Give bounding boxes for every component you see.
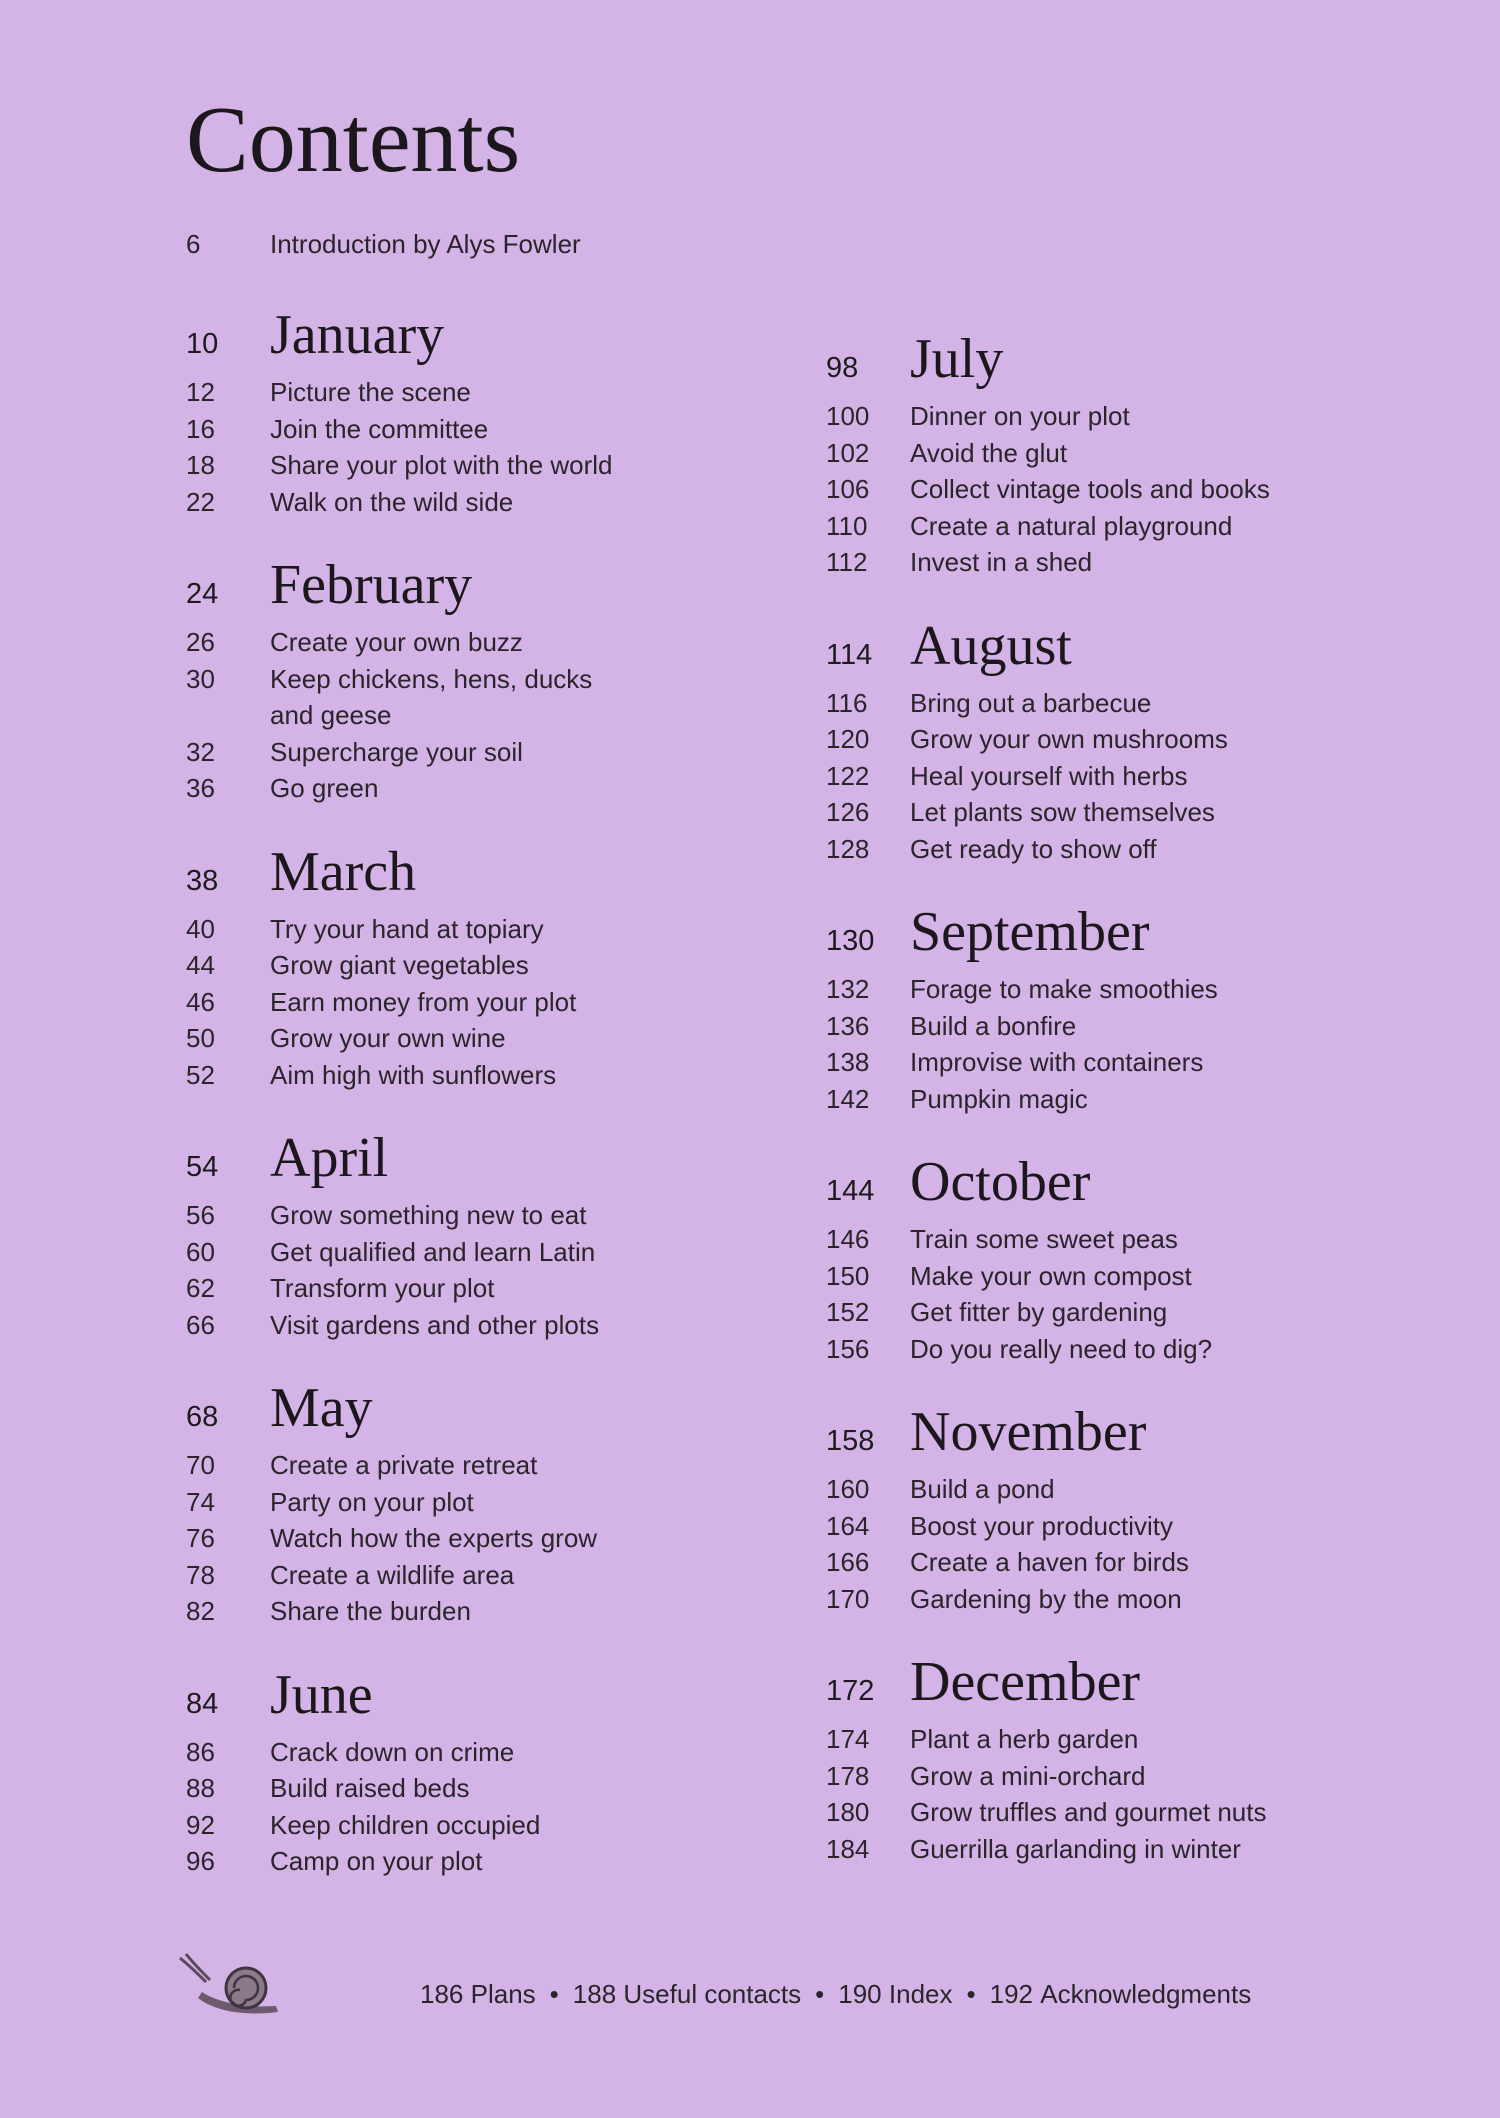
entry-title: Grow something new to eat: [270, 1200, 587, 1230]
month-section-april: [186, 1119, 806, 1343]
month-heading[interactable]: [826, 893, 1466, 971]
toc-entry[interactable]: [826, 1794, 1466, 1831]
footer-title: Plans: [470, 1979, 536, 2009]
entry-page-number: 122: [826, 760, 870, 791]
month-name: December: [910, 1651, 1141, 1713]
entry-title: Party on your plot: [270, 1486, 474, 1517]
toc-entry[interactable]: [826, 435, 1466, 472]
toc-entry[interactable]: [186, 1234, 806, 1271]
toc-entry[interactable]: [826, 831, 1466, 868]
entry-title: Get fitter by gardening: [910, 1297, 1168, 1327]
entry-page-number: 30: [186, 663, 215, 694]
toc-entry[interactable]: [826, 794, 1466, 831]
entry-page-number: 180: [826, 1797, 870, 1827]
entry-title: Create a wildlife area: [270, 1559, 515, 1590]
month-heading[interactable]: [186, 1119, 806, 1197]
back-matter-links: [420, 1976, 1251, 2012]
entry-page-number: 170: [826, 1583, 870, 1614]
entry-page-number: 18: [186, 450, 215, 480]
entry-title: Do you really need to dig?: [910, 1333, 1213, 1364]
entry-page-number: 146: [826, 1224, 870, 1254]
toc-entry[interactable]: [826, 1471, 1466, 1508]
toc-entry[interactable]: [186, 1057, 806, 1094]
month-page-number: 84: [186, 1687, 219, 1720]
month-section-october: [826, 1143, 1466, 1367]
month-section-june: [186, 1656, 806, 1880]
month-page-number: 144: [826, 1175, 875, 1207]
footer-page-number: 192: [989, 1979, 1033, 2009]
month-heading[interactable]: [826, 1393, 1466, 1471]
entry-title: Guerrilla garlanding in winter: [910, 1833, 1241, 1864]
entry-page-number: 102: [826, 437, 870, 468]
month-section-march: [186, 833, 806, 1094]
toc-entry[interactable]: [186, 1447, 806, 1484]
month-page-number: 24: [186, 578, 219, 610]
toc-entry[interactable]: [826, 1581, 1466, 1618]
entry-page-number: 110: [826, 510, 868, 541]
toc-entry[interactable]: [186, 1770, 806, 1807]
entry-title: Join the committee: [270, 413, 489, 444]
entry-page-number: 78: [186, 1559, 215, 1590]
month-page-number: 130: [826, 925, 875, 957]
entry-title: Grow your own wine: [270, 1023, 506, 1053]
toc-entry[interactable]: [186, 770, 806, 807]
toc-entry[interactable]: [186, 1520, 806, 1557]
toc-entry[interactable]: [186, 661, 806, 698]
entry-title: Make your own compost: [910, 1260, 1192, 1291]
entry-title: Forage to make smoothies: [910, 974, 1218, 1004]
entry-title: Share the burden: [270, 1596, 471, 1626]
entry-page-number: 138: [826, 1047, 870, 1077]
toc-entry-continuation[interactable]: [186, 697, 806, 734]
entry-page-number: 50: [186, 1023, 215, 1053]
toc-entry[interactable]: [826, 758, 1466, 795]
entry-title: Grow truffles and gourmet nuts: [910, 1797, 1267, 1827]
toc-entry[interactable]: [826, 1544, 1466, 1581]
month-heading[interactable]: [186, 296, 806, 374]
toc-entry[interactable]: [826, 1221, 1466, 1258]
month-name: June: [270, 1663, 373, 1726]
entry-page-number: 184: [826, 1833, 870, 1864]
entry-title: Build raised beds: [270, 1773, 470, 1803]
month-heading[interactable]: [826, 1143, 1466, 1221]
toc-entry[interactable]: [826, 471, 1466, 508]
entry-page-number: 120: [826, 724, 870, 754]
entry-page-number: 164: [826, 1510, 870, 1541]
month-page-number: 114: [826, 638, 873, 671]
month-name: March: [270, 840, 417, 903]
entry-title: Go green: [270, 773, 379, 803]
entry-page-number: 12: [186, 377, 215, 407]
toc-entry[interactable]: [826, 1258, 1466, 1295]
entry-page-number: 62: [186, 1273, 215, 1303]
toc-entry[interactable]: [186, 411, 806, 448]
entry-page-number: 132: [826, 974, 870, 1004]
toc-entry[interactable]: [186, 1484, 806, 1521]
entry-page-number: 88: [186, 1773, 215, 1803]
footer-link-useful-contacts[interactable]: [573, 1979, 801, 2009]
toc-entry[interactable]: [826, 1081, 1466, 1118]
month-section-july: [826, 320, 1466, 581]
month-page-number: 10: [186, 328, 219, 360]
entry-page-number: 40: [186, 913, 215, 944]
toc-entry[interactable]: [826, 1508, 1466, 1545]
month-page-number: 158: [826, 1425, 875, 1457]
entry-page-number: 66: [186, 1309, 215, 1340]
entry-page-number: 142: [826, 1083, 870, 1114]
entry-page-number: 174: [826, 1724, 870, 1754]
month-section-august: [826, 607, 1466, 868]
entry-title: Improvise with containers: [910, 1047, 1204, 1077]
entry-title: Dinner on your plot: [910, 401, 1130, 431]
footer-page-number: 190: [838, 1979, 882, 2009]
entry-page-number: 166: [826, 1547, 870, 1577]
entry-title: Build a pond: [910, 1474, 1055, 1504]
footer-link-index[interactable]: [838, 1979, 952, 2009]
entry-page-number: 36: [186, 773, 215, 803]
entry-title: Let plants sow themselves: [910, 797, 1215, 827]
toc-entry[interactable]: [826, 721, 1466, 758]
entry-page-number: 116: [826, 687, 868, 718]
contents-column-right: [826, 320, 1466, 1893]
entry-title: Share your plot with the world: [270, 450, 613, 480]
month-section-november: [826, 1393, 1466, 1617]
entry-title: Introduction by Alys Fowler: [270, 229, 581, 259]
month-section-february: [186, 546, 806, 807]
month-section-december: [826, 1643, 1466, 1867]
toc-entry[interactable]: [186, 484, 806, 521]
month-page-number: 54: [186, 1151, 219, 1183]
toc-entry[interactable]: [186, 624, 806, 661]
entry-page-number: 96: [186, 1846, 215, 1876]
entry-title: Gardening by the moon: [910, 1583, 1182, 1614]
entry-page-number: 128: [826, 833, 870, 864]
entry-title: Earn money from your plot: [270, 986, 577, 1017]
month-page-number: 98: [826, 352, 859, 384]
entry-title: Create a haven for birds: [910, 1547, 1189, 1577]
footer-link-acknowledgments[interactable]: [990, 1979, 1252, 2009]
entry-title: Keep chickens, hens, ducks: [270, 663, 593, 694]
toc-entry[interactable]: [186, 374, 806, 411]
entry-title: Grow giant vegetables: [270, 950, 529, 980]
entry-title: Grow a mini-orchard: [910, 1760, 1146, 1791]
entry-title: Grow your own mushrooms: [910, 724, 1228, 754]
footer-page-number: 186: [420, 1979, 464, 2009]
entry-title: Walk on the wild side: [270, 486, 514, 517]
entry-page-number: 156: [826, 1333, 870, 1364]
toc-entry[interactable]: [186, 1020, 806, 1057]
month-page-number: 68: [186, 1401, 219, 1433]
entry-page-number: 44: [186, 950, 215, 980]
toc-entry[interactable]: [186, 1593, 806, 1630]
entry-page-number: 126: [826, 797, 870, 827]
entry-title: Boost your productivity: [910, 1510, 1174, 1541]
entry-page-number: 160: [826, 1474, 870, 1504]
entry-title: Picture the scene: [270, 377, 471, 407]
month-section-september: [826, 893, 1466, 1117]
footer-title: Useful contacts: [623, 1979, 802, 2009]
toc-entry[interactable]: [826, 971, 1466, 1008]
month-name: November: [910, 1401, 1147, 1463]
month-heading[interactable]: [186, 546, 806, 624]
entry-title: Create a private retreat: [270, 1450, 538, 1480]
entry-page-number: 82: [186, 1596, 215, 1626]
toc-entry[interactable]: [186, 447, 806, 484]
entry-title: Get qualified and learn Latin: [270, 1236, 596, 1267]
toc-entry[interactable]: [826, 398, 1466, 435]
toc-entry[interactable]: [186, 1734, 806, 1771]
toc-entry[interactable]: [826, 544, 1466, 581]
entry-page-number: 150: [826, 1260, 870, 1291]
contents-column-left: [186, 296, 806, 1906]
toc-entry[interactable]: [186, 911, 806, 948]
month-heading[interactable]: [186, 1369, 806, 1447]
month-heading[interactable]: [186, 1656, 806, 1734]
toc-entry[interactable]: [186, 1807, 806, 1844]
entry-page-number: 52: [186, 1059, 215, 1090]
intro-entry[interactable]: [186, 226, 581, 263]
bullet-separator: •: [966, 1979, 976, 2009]
entry-title: Transform your plot: [270, 1273, 495, 1303]
toc-entry[interactable]: [826, 1721, 1466, 1758]
entry-title: Invest in a shed: [910, 547, 1093, 577]
month-heading[interactable]: [826, 320, 1466, 398]
month-name: February: [270, 554, 473, 616]
month-page-number: 172: [826, 1675, 875, 1707]
month-heading[interactable]: [186, 833, 806, 911]
entry-title: Create a natural playground: [910, 510, 1233, 541]
month-name: April: [270, 1127, 389, 1189]
month-name: September: [910, 901, 1150, 963]
entry-page-number: 86: [186, 1736, 215, 1767]
entry-page-number: 136: [826, 1010, 870, 1041]
toc-entry[interactable]: [186, 1307, 806, 1344]
entry-title: Camp on your plot: [270, 1846, 483, 1876]
entry-title: Bring out a barbecue: [910, 687, 1152, 718]
entry-page-number: 26: [186, 627, 215, 657]
month-name: October: [910, 1151, 1091, 1213]
entry-title: Avoid the glut: [910, 437, 1068, 468]
entry-title: Pumpkin magic: [910, 1083, 1088, 1114]
month-heading[interactable]: [826, 607, 1466, 685]
toc-entry[interactable]: [826, 1758, 1466, 1795]
entry-page-number: 76: [186, 1523, 215, 1553]
entry-page-number: 152: [826, 1297, 870, 1327]
footer-title: Index: [888, 1979, 953, 2009]
snail-icon: [176, 1952, 286, 2018]
month-name: July: [910, 328, 1004, 390]
toc-entry[interactable]: [186, 984, 806, 1021]
entry-page-number: 60: [186, 1236, 215, 1267]
toc-entry[interactable]: [186, 1270, 806, 1307]
entry-page-number: [186, 697, 270, 734]
entry-title: and geese: [270, 700, 392, 730]
toc-entry[interactable]: [826, 1331, 1466, 1368]
footer-page-number: 188: [572, 1979, 617, 2009]
entry-title: Train some sweet peas: [910, 1224, 1178, 1254]
bullet-separator: •: [815, 1979, 825, 2009]
entry-page-number: 178: [826, 1760, 870, 1791]
month-name: August: [910, 614, 1072, 677]
entry-title: Get ready to show off: [910, 833, 1157, 864]
page-title: Contents: [186, 88, 521, 192]
entry-page-number: 46: [186, 986, 215, 1017]
entry-title: Crack down on crime: [270, 1736, 515, 1767]
entry-page-number: 22: [186, 486, 215, 517]
entry-title: Collect vintage tools and books: [910, 474, 1270, 504]
entry-page-number: 112: [826, 547, 868, 577]
month-section-may: [186, 1369, 806, 1630]
entry-page-number: 100: [826, 401, 870, 431]
entry-title: Aim high with sunflowers: [270, 1059, 557, 1090]
entry-page-number: 92: [186, 1809, 215, 1840]
entry-page-number: 74: [186, 1486, 215, 1517]
toc-entry[interactable]: [186, 1197, 806, 1234]
entry-title: Heal yourself with herbs: [910, 760, 1188, 791]
entry-title: Build a bonfire: [910, 1010, 1077, 1041]
entry-page-number: 106: [826, 474, 870, 504]
month-page-number: 38: [186, 864, 219, 897]
toc-entry[interactable]: [826, 508, 1466, 545]
toc-entry[interactable]: [826, 1294, 1466, 1331]
toc-entry[interactable]: [186, 1557, 806, 1594]
entry-page-number: 32: [186, 736, 215, 767]
toc-entry[interactable]: [826, 685, 1466, 722]
toc-entry[interactable]: [826, 1831, 1466, 1868]
entry-page-number: 6: [186, 229, 201, 259]
toc-entry[interactable]: [826, 1044, 1466, 1081]
entry-page-number: 70: [186, 1450, 215, 1480]
toc-entry[interactable]: [186, 947, 806, 984]
toc-entry[interactable]: [186, 734, 806, 771]
month-name: January: [270, 304, 445, 366]
month-heading[interactable]: [826, 1643, 1466, 1721]
entry-title: Keep children occupied: [270, 1809, 541, 1840]
entry-page-number: 16: [186, 413, 215, 444]
toc-entry[interactable]: [826, 1008, 1466, 1045]
entry-title: Create your own buzz: [270, 627, 523, 657]
bullet-separator: •: [549, 1979, 559, 2009]
month-name: May: [270, 1377, 373, 1439]
entry-title: Try your hand at topiary: [270, 913, 544, 944]
entry-title: Watch how the experts grow: [270, 1523, 598, 1553]
footer-link-plans[interactable]: [420, 1979, 536, 2009]
toc-entry[interactable]: [186, 1843, 806, 1880]
entry-title: Supercharge your soil: [270, 736, 523, 767]
month-section-january: [186, 296, 806, 520]
entry-title: Plant a herb garden: [910, 1724, 1139, 1754]
entry-title: Visit gardens and other plots: [270, 1309, 600, 1340]
entry-page-number: 56: [186, 1200, 215, 1230]
footer-title: Acknowledgments: [1040, 1979, 1252, 2009]
